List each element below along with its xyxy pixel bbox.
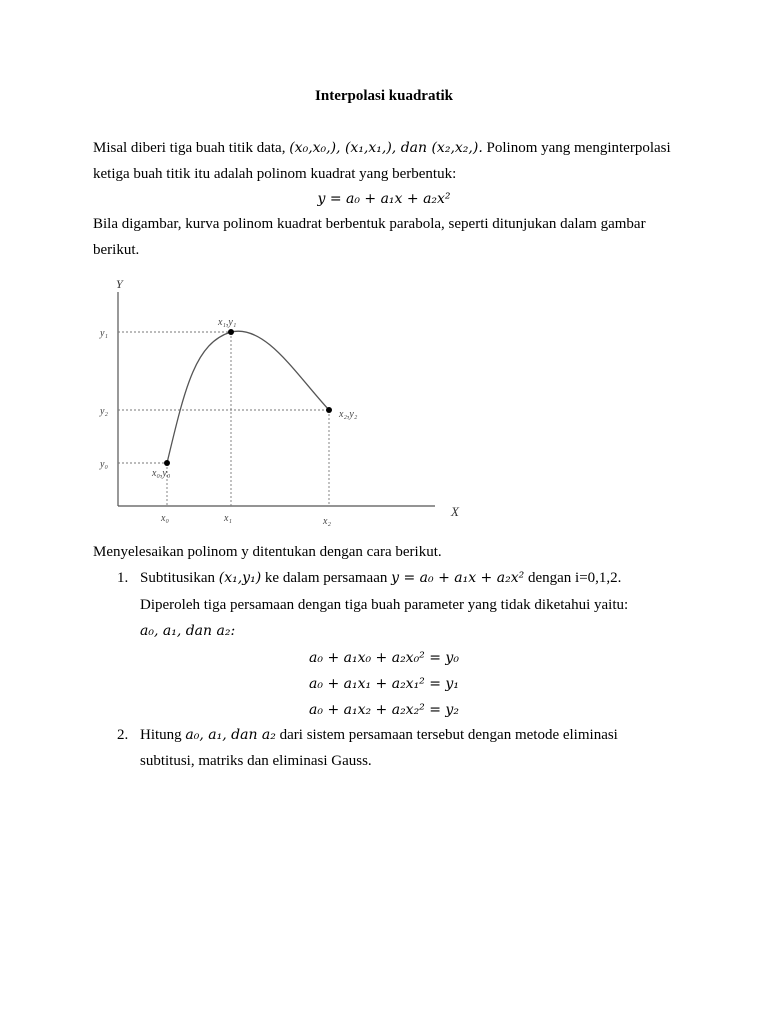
equation-2 xyxy=(0,674,768,694)
item-1-prefix: Subtitusikan xyxy=(140,570,219,586)
intro-line-1 xyxy=(93,138,671,158)
x-tick-x2: x₂ xyxy=(323,516,331,527)
item-1-number: 1. xyxy=(117,570,129,586)
data-point-0 xyxy=(164,460,170,466)
item-1-point: (x₁,y₁) xyxy=(218,570,262,586)
item-1-middle: ke dalam persamaan xyxy=(261,570,392,586)
x-axis-label: X xyxy=(451,504,459,519)
point-label-0: x₀,y₀ xyxy=(152,468,171,479)
equation-1-text: a₀ + a₁x₀ + a₂x₀² = y₀ xyxy=(309,650,459,666)
steps-heading: Menyelesaikan polinom y ditentukan dengan cara berikut. xyxy=(93,544,442,560)
point-label-2: x₂,y₂ xyxy=(339,409,358,420)
polynomial-formula-text: y = a₀ + a₁x + a₂x² xyxy=(317,191,451,207)
equation-1 xyxy=(0,648,768,668)
item-2-prefix: Hitung xyxy=(140,727,186,743)
equation-2-text: a₀ + a₁x₁ + a₂x₁² = y₁ xyxy=(309,676,459,692)
item-1-suffix: dengan i=0,1,2. xyxy=(524,570,622,586)
item-2-params: a₀, a₁, dan a₂ xyxy=(185,727,276,743)
data-points-math: (x₀,x₀,), (x₁,x₁,), dan (x₂,x₂,). xyxy=(289,140,483,156)
y-axis-label: Y xyxy=(116,277,123,291)
parabola-curve xyxy=(167,331,329,463)
intro-line-3: Bila digambar, kurva polinom kuadrat berbentuk parabola, seperti ditunjukan dalam gambar xyxy=(93,216,646,232)
data-point-2 xyxy=(326,407,332,413)
x-tick-x1: x₁ xyxy=(224,513,232,524)
item-2-line-2: subtitusi, matriks dan eliminasi Gauss. xyxy=(140,753,372,769)
polynomial-formula xyxy=(0,189,768,209)
equation-3-text: a₀ + a₁x₂ + a₂x₂² = y₂ xyxy=(309,702,459,718)
intro-line-4: berikut. xyxy=(93,242,140,258)
item-2-number: 2. xyxy=(117,727,129,743)
y-tick-y0: y₀ xyxy=(100,459,108,470)
intro-line-1-suffix: Polinom yang menginterpolasi xyxy=(486,140,671,156)
item-1-params xyxy=(140,621,235,641)
equation-3 xyxy=(0,700,768,720)
intro-line-2: ketiga buah titik itu adalah polinom kuadrat yang berbentuk: xyxy=(93,166,457,182)
y-tick-y1: y₁ xyxy=(100,328,108,339)
item-1-line-2: Diperoleh tiga persamaan dengan tiga buah parameter yang tidak diketahui yaitu: xyxy=(140,597,629,613)
item-1-line-1 xyxy=(140,568,621,588)
item-2-suffix: dari sistem persamaan tersebut dengan metode eliminasi xyxy=(275,727,618,743)
page-title: Interpolasi kuadratik xyxy=(315,88,453,104)
item-2-line-1 xyxy=(140,725,618,745)
x-tick-x0: x₀ xyxy=(161,513,169,524)
parabola-figure xyxy=(90,268,480,530)
intro-line-1-prefix: Misal diberi tiga buah titik data, xyxy=(93,140,290,156)
item-1-params-text: a₀, a₁, dan a₂: xyxy=(140,623,236,639)
data-point-1 xyxy=(228,329,234,335)
item-1-equation: y = a₀ + a₁x + a₂x² xyxy=(391,570,525,586)
point-label-1: x₁,y₁ xyxy=(218,317,237,328)
y-tick-y2: y₂ xyxy=(100,406,108,417)
